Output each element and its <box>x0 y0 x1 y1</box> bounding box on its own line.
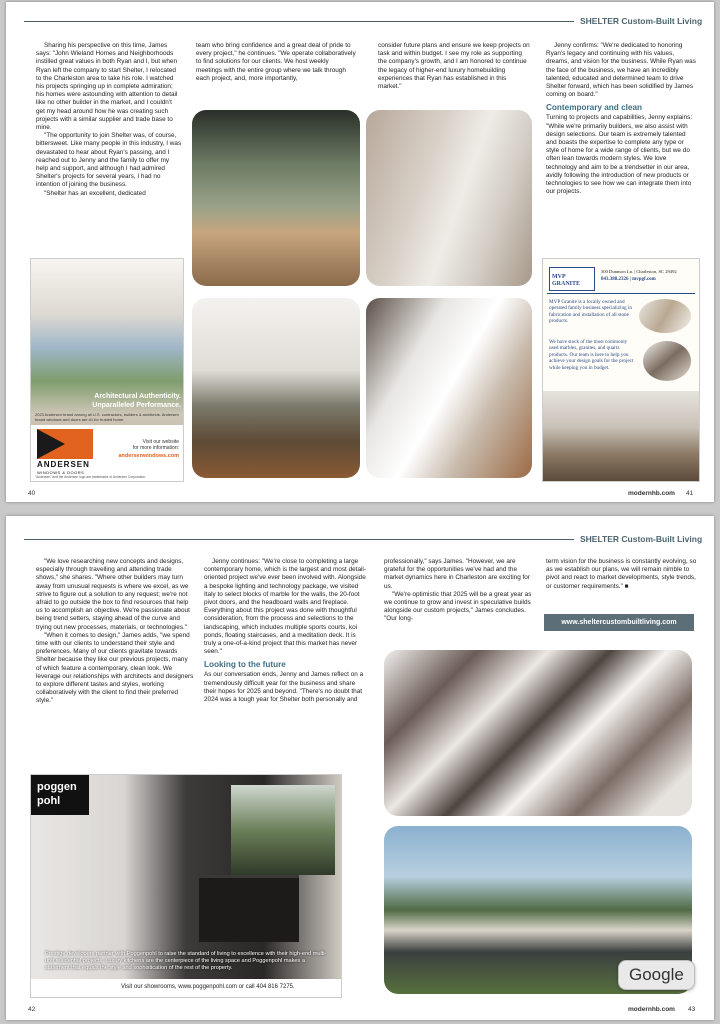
paragraph: team who bring confidence and a great deal of pride to every project," he continues. "We operate collaboratively to find solutions for our clients. We host weekly meetings with the entire group where we talk through each project, and, more importantly, <box>196 42 356 82</box>
poggenpohl-logo-icon <box>31 775 89 815</box>
ad-brand: poggen <box>37 781 77 793</box>
article-column-2 <box>196 42 356 102</box>
ad-photo-inset <box>639 299 691 333</box>
article-column-3 <box>384 558 532 642</box>
paragraph: Sharing his perspective on this time, James says: "John Wieland Homes and Neighborhoods instilled great values in both Ryan and I, but when Ryan left the company to start Shelter, I relocated to the Charleston area to take his role. I watched his projects springing up in complete admiration; his homes were astounding with attention to detail like no other builder in the market, and I couldn't get my head around how he was creating such projects with a similar supplier and trade base to mine. <box>36 42 178 132</box>
ad-footer <box>31 979 341 997</box>
ad-url[interactable]: andersenwindows.com <box>118 453 179 459</box>
marble-kitchen-photo <box>384 650 692 816</box>
magazine-spread-pages-42-43 <box>6 516 714 1020</box>
paragraph: Turning to projects and capabilities, Jenny explains: "While we're primarily builders, we also assist with design selections. Our team is extremely talented and boasts the expertise to complete any type or style of home for a wide range of clients, but we do often lean towards modern styles. We love technology and aim to be a trendsetter in our area, avidly following the introduction of new products or technologies to see how we can integrate them into our projects. <box>546 114 693 196</box>
magazine-spread-pages-40-41 <box>6 2 714 502</box>
ad-fine-print: 2023 Andersen brand among all U.S. contractors, builders & architects. Andersen brand windows and doors are #1 for trusted home. <box>35 412 179 422</box>
paragraph: Jenny continues: "We're close to completing a large contemporary home, which is the largest and most detail-oriented project we've ever been involved with. Alongside a bespoke lighting and technology package, we visited Italy to select blocks of marble for the walls, the 20-foot pivot doors, and the headboard walls and fireplace. Everything about this project was done with thoughtful consideration, from the process and selections to the landscaping, which includes multiple sports courts, koi ponds, floating staircases, and a meditation deck. It is truly a one-of-a-kind project that this market has never seen." <box>204 558 366 656</box>
ad-visit-text: Visit our website <box>142 439 179 445</box>
paragraph: "When it comes to design," James adds, "we spend time with our clients to understand their style and preferences. Many of our clients gravitate towards Shelter because they like our previous projects, many of which feature a contemporary, clean look. We leverage our relationships with architects and designers to explore different tastes and styles, working collaboratively with the client to find their preferred style." <box>36 631 194 705</box>
paragraph: "We're optimistic that 2025 will be a great year as we continue to grow and invest in speculative builds alongside our custom projects," James concludes. "Our long- <box>384 590 532 623</box>
page-number-left: 40 <box>28 490 36 497</box>
paragraph: consider future plans and ensure we keep projects on task and within budget. I see my role as supporting the company's growth, and I am honored to continue the legacy of higher-end luxury homebuilding experiences that Ryan has established in this market." <box>378 42 530 91</box>
poggenpohl-advertisement <box>30 774 342 998</box>
paragraph: "The opportunity to join Shelter was, of course, bittersweet. Like many people in this industry, I was devastated to hear about Ryan's passing, and I reached out to Jenny and the family to offer my help and support, and although I had admired Shelter's projects for several years, I had no intention of joining the business. <box>36 132 182 189</box>
ad-phone[interactable]: 843.388.2326 | mvpgf.com <box>601 277 656 282</box>
page-number-right: 41 <box>686 490 694 497</box>
ad-brand: ANDERSEN <box>37 460 90 469</box>
andersen-logo-icon <box>37 429 93 459</box>
paragraph: Jenny confirms: "We're dedicated to honoring Ryan's legacy and continuing with his values, dreams, and vision for the business. While Ryan was the face of the business, we have an incredibly talented, educated and determined team to drive Shelter forward, which has been solidified by James coming on board." <box>546 42 696 99</box>
bathroom-photo <box>366 110 532 286</box>
paragraph: professionally," says James. "However, we are grateful for the opportunities we've had and the market dynamics here in Charleston are exciting for us. <box>384 558 530 590</box>
ad-body: Prestige developers partner with Poggenpohl to raise the standard of living to excellence with their high-end multi-unit residential projects. Luxury kitchens are the centerpiece of the living space and Poggenpohl makes a statement that equals the style and sophistication of the rest of the property. <box>45 951 327 971</box>
kitchen-island <box>199 875 299 942</box>
section-title: SHELTER Custom-Built Living <box>580 16 703 26</box>
article-column-1 <box>36 42 182 254</box>
paragraph: term vision for the business is constantly evolving, so as we establish our plans, we will remain nimble to pivot and react to market developments, style trends, or customer requirements." ■ <box>546 558 697 590</box>
window-view <box>231 785 335 875</box>
subheading: Looking to the future <box>204 660 286 670</box>
ad-visit-text[interactable]: Visit our showrooms, www.poggenpohl.com or call 404 816 7275. <box>121 984 295 990</box>
google-overlay-button[interactable]: Google <box>618 960 695 990</box>
header-rule <box>24 539 574 540</box>
ad-brand: pohl <box>37 795 61 807</box>
ad-text: MVP Granite is a locally owned and operated family business specializing in fabrication and installation of all stone products. <box>549 299 632 325</box>
ad-visit-text: for more information: <box>132 445 179 451</box>
ad-footer <box>31 425 183 481</box>
website-banner[interactable]: www.sheltercustombuiltliving.com <box>544 614 694 631</box>
paragraph: "We love researching new concepts and designs, especially through travelling and attending trade shows," she shares. "Where other builders may turn away from unusual requests is where we excel, as we strive to figure out a solution to any request; we're not afraid to go outside the box to find resources that help us to accomplish an objective. We're passionate about being trend setters, staying ahead of the curve and trying out new processes, materials, or technologies." <box>36 558 190 631</box>
header-rule <box>24 21 574 22</box>
kitchen-photo <box>366 298 532 478</box>
ad-logo: MVP GRANITE <box>552 274 581 288</box>
ad-kitchen-photo <box>543 391 699 481</box>
mvp-granite-advertisement <box>542 258 700 482</box>
paragraph: As our conversation ends, Jenny and James reflect on a tremendously difficult year for the business and share their hopes for 2025 and beyond. "There's no doubt that 2024 was a tough year for Shelter both personally and <box>204 671 364 704</box>
staircase-photo <box>192 110 360 286</box>
article-column-4 <box>546 42 698 272</box>
ad-brand-sub: WINDOWS & DOORS <box>37 470 85 475</box>
paragraph: "Shelter has an excellent, dedicated <box>44 189 146 197</box>
article-column-3 <box>378 42 530 102</box>
ad-address: 300 Dunnson Ln. | Charleston, SC 29492 <box>601 269 677 274</box>
ad-tagline: Unparalleled Performance. <box>92 402 181 409</box>
article-column-4 <box>546 558 698 608</box>
page-number-left: 42 <box>28 1006 36 1013</box>
andersen-advertisement <box>30 258 184 482</box>
article-column-2 <box>204 558 366 776</box>
section-title: SHELTER Custom-Built Living <box>580 534 703 544</box>
dining-room-photo <box>192 298 360 478</box>
footer-url: modernhb.com <box>628 490 675 497</box>
ad-text: We have stock of the most commonly used marbles, granites, and quartz products. Our team is here to help you achieve your design goals for the project while keeping you in budget. <box>549 339 634 371</box>
footer-url: modernhb.com <box>628 1006 675 1013</box>
page-number-right: 43 <box>688 1006 696 1013</box>
article-column-1 <box>36 558 194 772</box>
ad-photo-inset <box>643 341 691 381</box>
ad-tagline: Architectural Authenticity. <box>94 393 181 400</box>
subheading: Contemporary and clean <box>546 103 642 113</box>
ad-legal: "Andersen" and the Andersen logo are trademarks of Andersen Corporation. <box>35 475 147 479</box>
mvp-logo-icon <box>549 267 595 291</box>
